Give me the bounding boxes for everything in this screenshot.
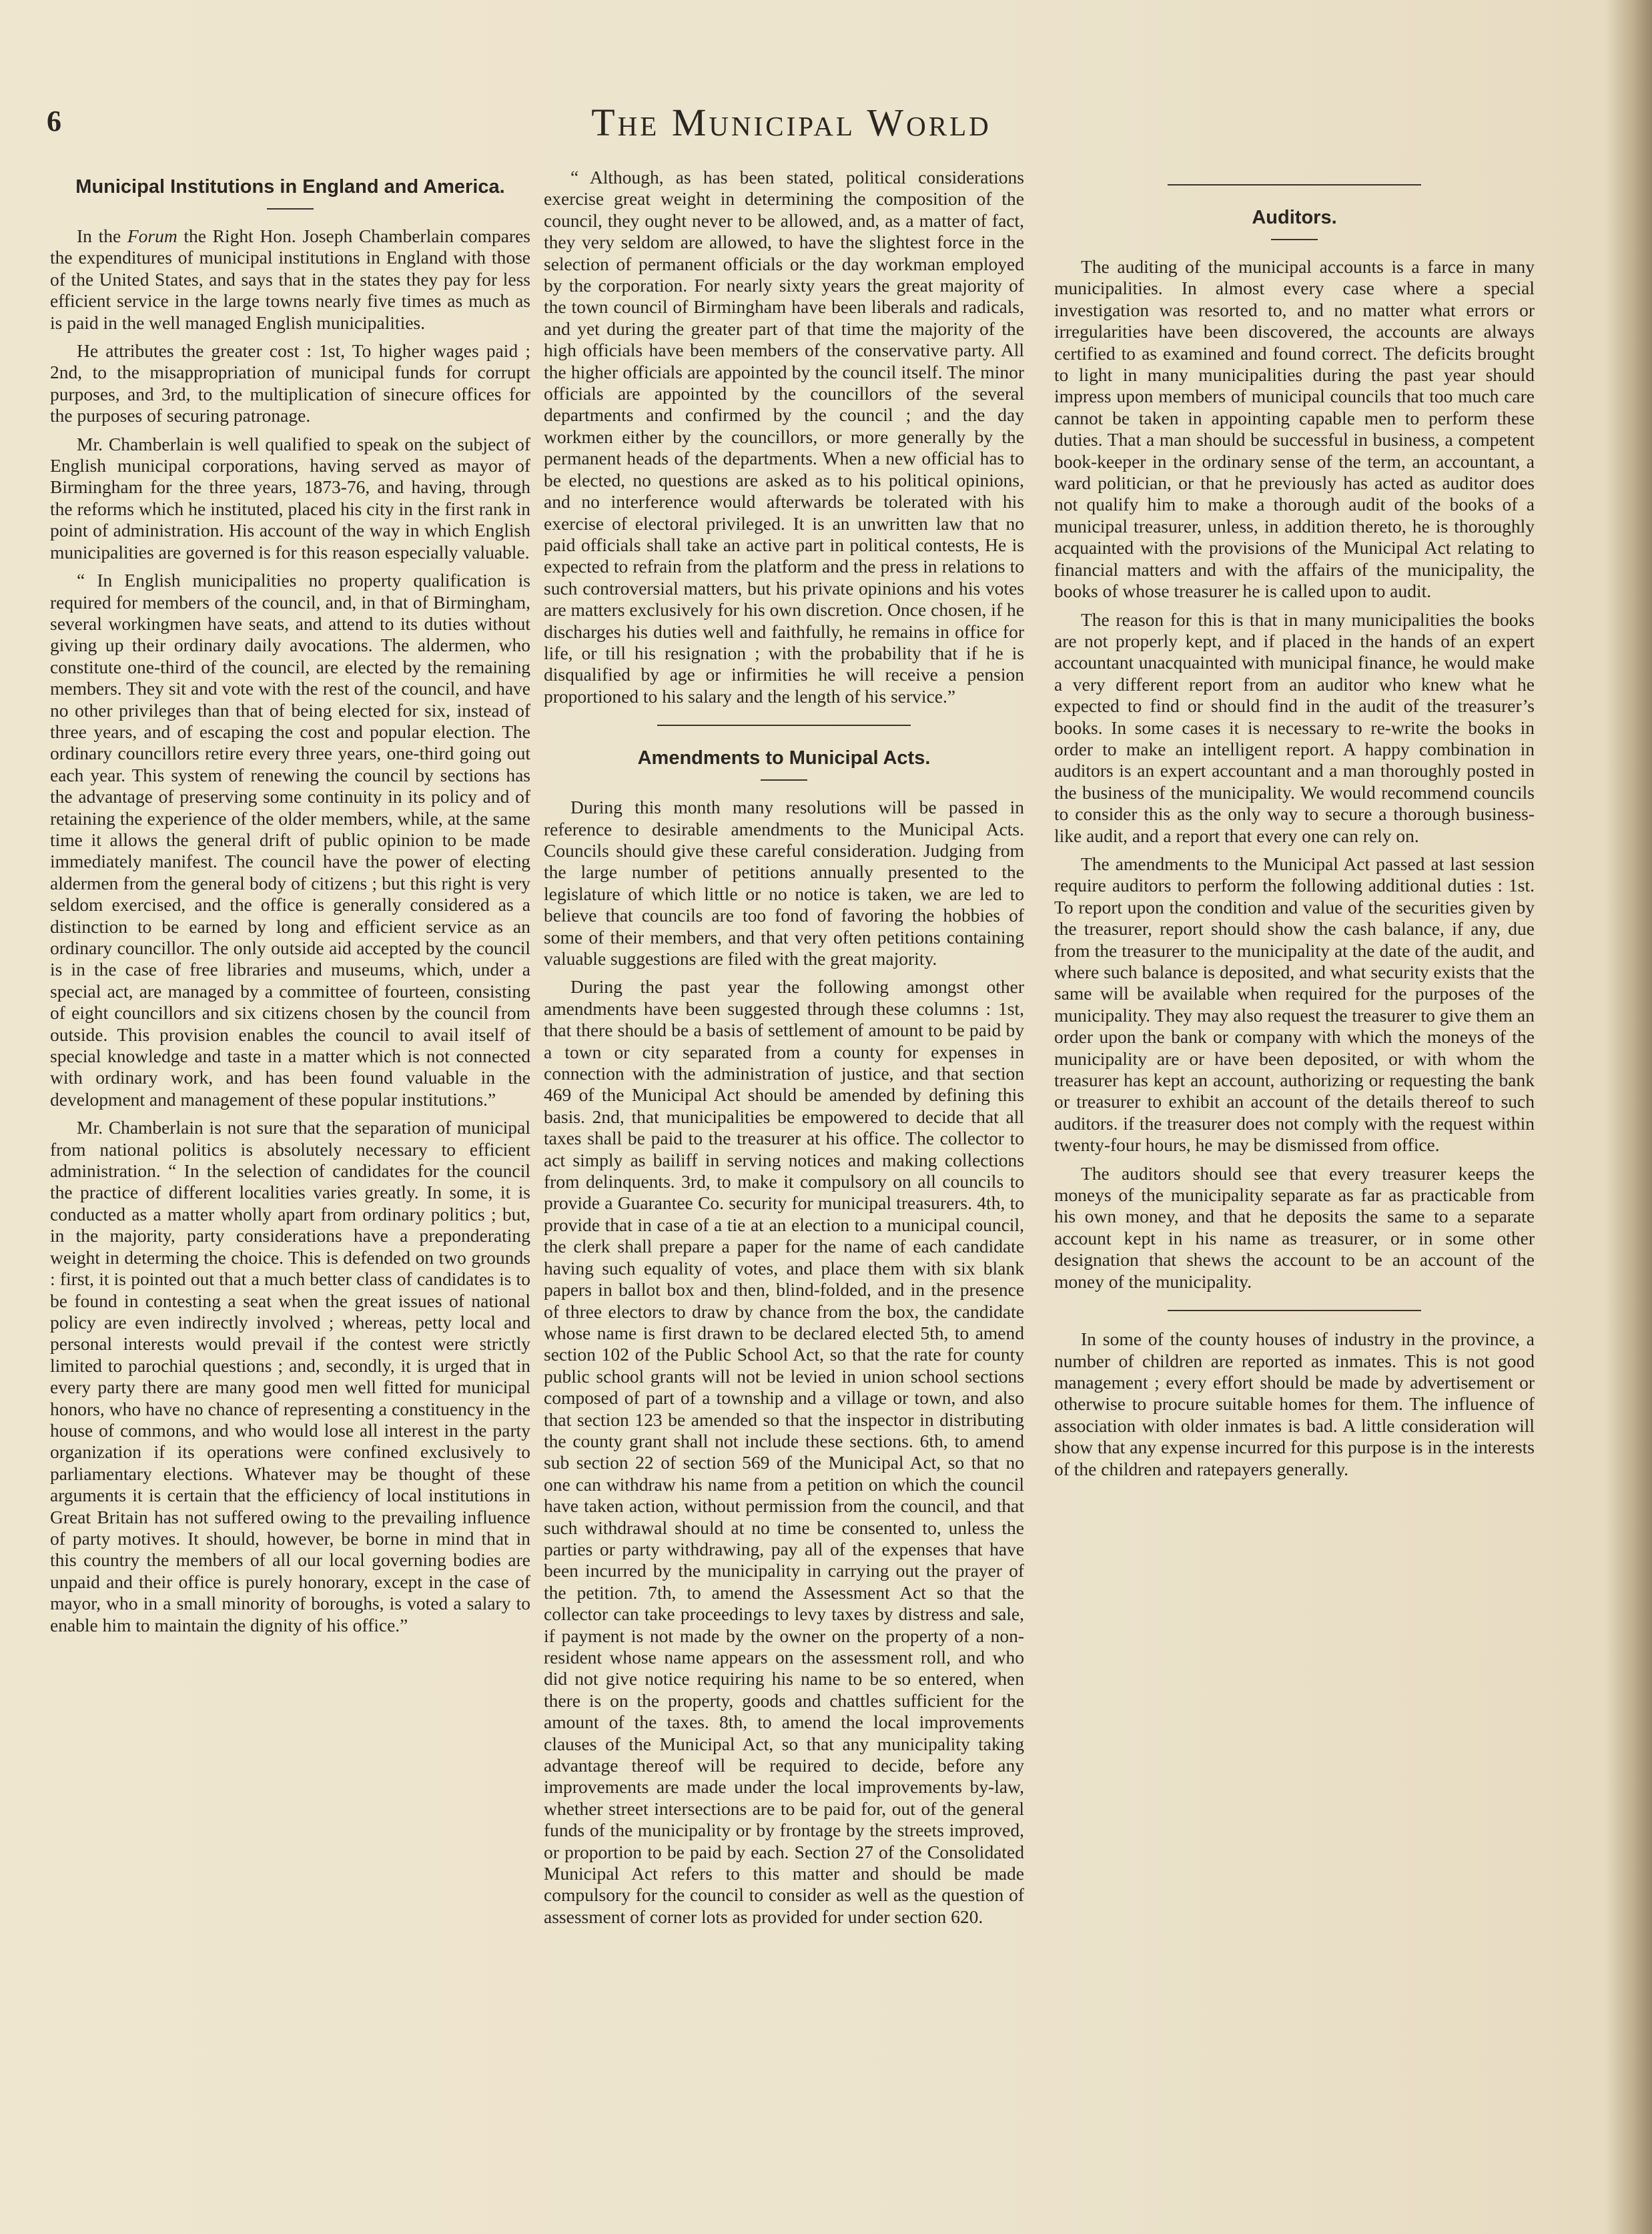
article1-paragraph-3: Mr. Chamberlain is well qualified to speak on the subject of English municipal corporations, having served as mayor of Birmingham for the three years, 1873-76, and having, through the reforms which he instituted, placed his city in the first rank in point of administration. His account of the way in which English municipalities are governed is for this reason especially valuable. — [50, 433, 530, 563]
article2-paragraph-2: During the past year the following amongst other amendments have been suggested through these columns : 1st, that there should be a basis of settlement of amount to be paid by a town or city separated from a county for expenses in connection with the administration of justice, and that section 469 of the Municipal Act should be amended by defining this basis. 2nd, that municipalities be empowered to decide that all taxes shall be paid to the treasurer at his office. The collector to act simply as bailiff in serving notices and making collections from delinquents. 3rd, to make it compulsory on all councils to provide a Guarantee Co. security for municipal treasurers. 4th, to provide that in case of a tie at an election to a municipal council, the clerk shall prepare a paper for the name of each candidate having such equality of votes, and place them with six blank papers in ballot box and then, blind-folded, and in the presence of three electors to draw by chance from the box, the candidate whose name is first drawn to be declared elected 5th, to amend section 102 of the Public School Act, so that the rate for county public school grants will not be levied in union school sections composed of part of a township and a village or town, and also that section 123 be amended so that the inspector in distributing the county grant shall not include these sections. 6th, to amend sub section 22 of section 569 of the Municipal Act, so that no one can withdraw his name from a petition on which the council have taken action, without permission from the council, and that such withdrawal should at no time be consented to, unless the parties or party withdrawing, pay all of the expenses that have been incurred by the municipality in carrying out the prayer of the petition. 7th, to amend the Assessment Act so that the collector can take proceedings to levy taxes by distress and sale, if payment is not made by the owner on the property of a non-resident whose name appears on the assessment roll, and who did not give notice requiring his name to be so entered, when there is on the property, goods and chattles sufficient for the amount of the taxes. 8th, to amend the local improvements clauses of the Municipal Act, so that any municipality taking advantage thereof will be required to decide, before any improvements are made under the local improvements by-law, whether street intersections are to be paid for, out of the general funds of the municipality or by frontage by the streets improved, or proportion to be paid by each. Section 27 of the Consolidated Municipal Act refers to this matter and should be made compulsory for the council to consider as well as the question of assessment of corner lots as provided for under section 620. — [544, 976, 1024, 1927]
forum-title: Forum — [127, 226, 177, 246]
title-divider — [761, 779, 807, 781]
article3-paragraph-4: The auditors should see that every treasurer keeps the moneys of the municipality separate as far as practicable from his own money, and that he deposits the same to a separate account kept in his name as treasurer, or in some other designation that shews the account to be an account of the money of the municipality. — [1054, 1162, 1535, 1292]
article1-paragraph-4: “ In English municipalities no property qualification is required for members of the council, and, in that of Birmingham, several workingmen have seats, and attend to its duties without giving up their ordinary daily avocations. The aldermen, who constitute one-third of the council, are elected by the remaining members. They sit and vote with the rest of the council, and have no other privileges than that of being elected for six, instead of three years, and of escaping the cost and popular election. The ordinary councillors retire every three years, one-third going out each year. This system of renewing the council by sections has the advantage of preserving some continuity in its policy and of retaining the experience of the older members, while, at the same time it allows the general drift of public opinion to be made immediately manifest. The council have the power of electing aldermen from the general body of citizens ; but this right is very seldom exercised, and the office is generally considered as a distinction to be earned by long and efficient service as an ordinary councillor. The only outside aid accepted by the council is in the case of free libraries and museums, which, under a special act, are managed by a committee of fourteen, consisting of eight councillors and six citizens chosen by the council from outside. This provision enables the council to avail itself of special knowledge and taste in a matter which is not connected with ordinary work, and has been found valuable in the development and management of these popular institutions.” — [50, 570, 530, 1110]
article1-paragraph-6: “ Although, as has been stated, political considerations exercise great weight in determining the composition of the council, they ought never to be allowed, and, as a matter of fact, they very seldom are allowed, to have the slightest force in the selection of permanent officials or the day workman employed by the corporation. For nearly sixty years the great majority of the town council of Birmingham have been liberals and radicals, and yet during the greater part of that time the majority of the high officials have been members of the conservative party. All the higher officials are appointed by the council itself. The minor officials are appointed by the councillors of the several departments and confirmed by the council ; and the day workmen either by the councillors, or more generally by the permanent heads of the departments. When a new official has to be elected, no questions are asked as to his political opinions, and no interference would afterwards be tolerated with his exercise of electoral privileged. It is an unwritten law that no paid officials shall take an active part in political contests, He is expected to refrain from the platform and the press in relations to such controversial matters, but his private opinions and his votes are matters exclusively for his own discretion. Once chosen, if he discharges his duties well and faithfully, he remains in office for life, or till his resignation ; with the probability that if he is disqualified by age or infirmities he will receive a pension proportioned to his salary and the length of his service.” — [544, 167, 1024, 707]
column-1 — [50, 167, 530, 2195]
article3-paragraph-2: The reason for this is that in many municipalities the books are not properly kept, and if placed in the hands of an expert accountant unacquainted with municipal finance, he would make a very different report from an auditor who knew what he expected to find or should find in the audit of the treasurer’s books. In some cases it is necessary to re-write the books in order to make an intelligent report. A happy combination in auditors is an expert accountant and a man thoroughly posted in the business of the municipality. We would recommend councils to consider this as the only way to secure a thorough business-like audit, and a report that every one can rely on. — [1054, 609, 1535, 846]
article1-paragraph-2: He attributes the greater cost : 1st, To higher wages paid ; 2nd, to the misappropriation of municipal funds for corrupt purposes, and 3rd, to the multiplication of sinecure offices for the purposes of securing patronage. — [50, 340, 530, 426]
page-header — [44, 100, 1539, 153]
article3-paragraph-1: The auditing of the municipal accounts is a farce in many municipalities. In almost every case where a special investigation was resorted to, and no matter what errors or irregularities have been discovered, the accounts are always certified to as examined and found correct. The deficits brought to light in many municipalities during the past year should impress upon members of municipal councils that too much care cannot be taken in appointing capable men to perform these duties. That a man should be successful in business, a competent book-keeper in the ordinary sense of the term, an accountant, a ward politician, or that he previously has acted as auditor does not qualify him to make a thorough audit of the books of a municipal treasurer, unless, in addition thereto, he is thoroughly acquainted with the provisions of the Municipal Act relating to financial matters and with the affairs of the municipality, the books of whose treasurer he is called upon to audit. — [1054, 256, 1535, 602]
article3-paragraph-3: The amendments to the Municipal Act passed at last session require auditors to perform the following additional duties : 1st. To report upon the condition and value of the securities given by the treasurer, report should show the cash balance, if any, due from the treasurer to the municipality at the date of the audit, and where such balance is deposited, and what security exists that the same will be available when required for the purposes of the municipality. They may also request the treasurer to give them an order upon the bank or company with which the moneys of the municipality are or have been deposited, or with whom the treasurer has kept an account, authorizing or requesting the bank or treasurer to exhibit an account of the details thereof to such auditors. if the treasurer does not comply with the request within twenty-four hours, he may be dismissed from office. — [1054, 853, 1535, 1156]
title-divider — [267, 208, 314, 210]
column-2 — [544, 167, 1024, 2195]
publication-title: The Municipal World — [591, 101, 991, 144]
article1-paragraph-5: Mr. Chamberlain is not sure that the separation of municipal from national politics is absolutely necessary to efficient administration. “ In the selection of candidates for the council the practice of different localities varies greatly. In some, it is conducted as a matter wholly apart from ordinary politics ; but, in the majority, party considerations have a preponderating weight in determing the choice. This is defended on two grounds : first, it is pointed out that a much better class of candidates is to be found in contesting a seat when the great issues of national policy are even indirectly involved ; whereas, petty local and personal interests would prevail if the contest were strictly limited to parochial questions ; and, secondly, it is urged that in every party there are many good men well fitted for municipal honors, who have no chance of representing a constituency in the house of commons, and who would lose all interest in the party organization if its operations were confined exclusively to parliamentary elections. Whatever may be thought of these arguments it is certain that the efficiency of local institutions in Great Britain has not suffered owing to the prevailing influence of party motives. It should, however, be borne in mind that in this country the members of all our local governing bodies are unpaid and their office is purely honorary, except in the case of mayor, who in a small minority of boroughs, is voted a salary to enable him to maintain the dignity of his office.” — [50, 1117, 530, 1635]
article-title-amendments: Amendments to Municipal Acts. — [637, 747, 931, 769]
article-divider — [657, 725, 911, 726]
page-spine-shadow — [1605, 0, 1652, 2234]
column-3 — [1054, 167, 1535, 2195]
article-title-auditors: Auditors. — [1252, 207, 1337, 228]
article1-paragraph-1: In the Forum the Right Hon. Joseph Chamberlain compares the expenditures of municipal institutions in England with those of the United States, and says that in the states they pay for less efficient service in the large towns nearly five times as much as is paid in the well managed English municipalities. — [50, 226, 530, 333]
article4-paragraph-1: In some of the county houses of industry in the province, a number of children are reported as inmates. This is not good management ; every effort should be made by advertisement or otherwise to procure suitable homes for them. The influence of association with older inmates is bad. A little consideration will show that any expense incurred for this purpose is in the interests of the children and ratepayers generally. — [1054, 1329, 1535, 1479]
article-divider — [1168, 184, 1421, 185]
article-title-municipal-institutions: Municipal Institutions in England and America. — [75, 176, 505, 198]
article2-paragraph-1: During this month many resolutions will be passed in reference to desirable amendments to the Municipal Acts. Councils should give these careful consideration. Judging from the large number of petitions annually presented to the legislature of which little or no notice is taken, we are led to believe that councils are too fond of favoring the hobbies of some of their members, and that very often petitions containing valuable suggestions are filed with the great majority. — [544, 797, 1024, 969]
page-number: 6 — [47, 105, 61, 137]
title-divider — [1271, 239, 1318, 240]
article-divider — [1168, 1310, 1421, 1311]
